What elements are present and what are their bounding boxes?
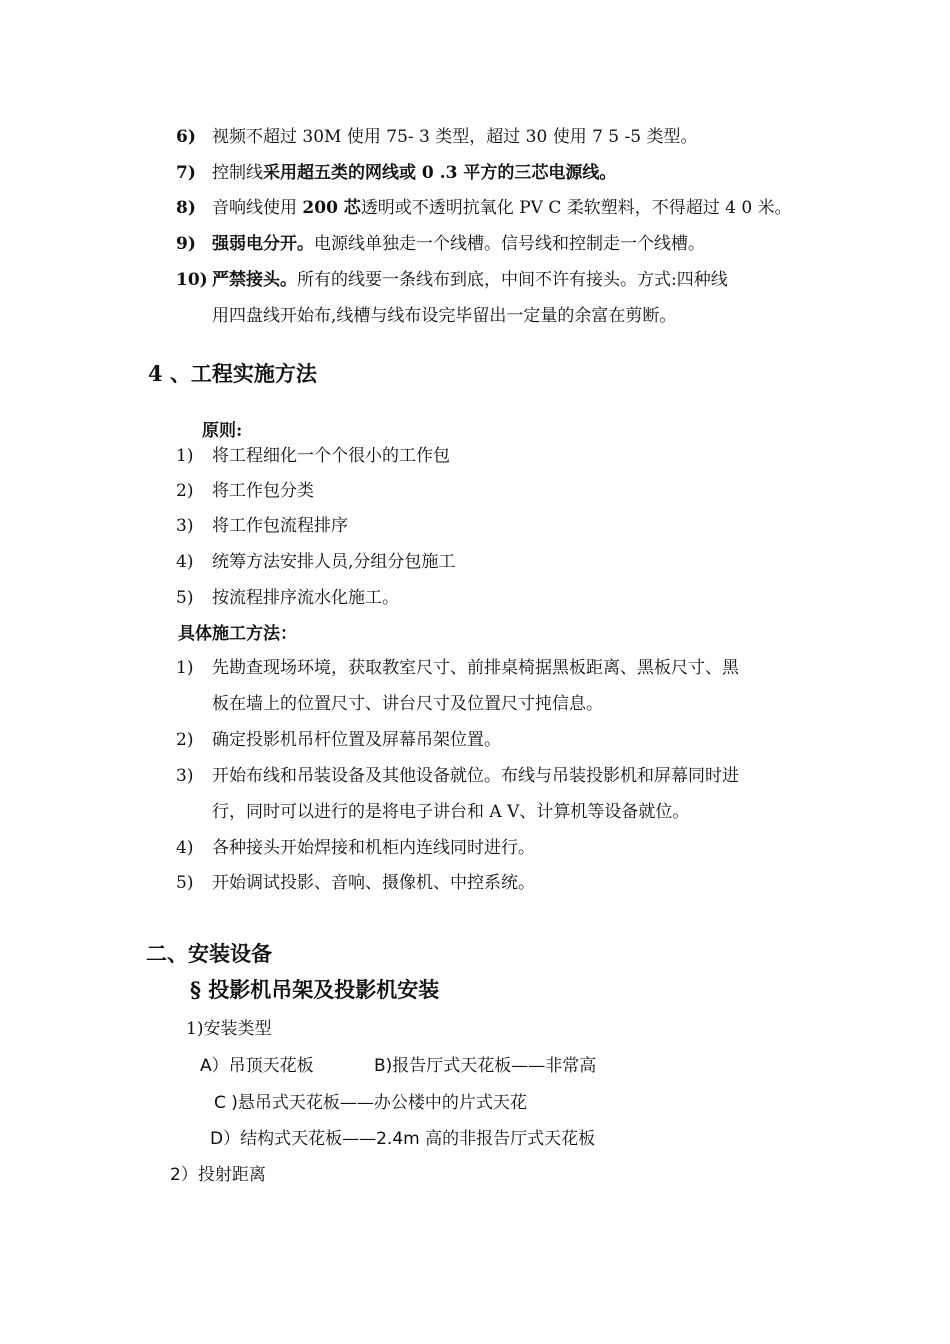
list-number: 7) [176,163,196,183]
list-number: 4) [176,838,194,858]
list-item-emphasis: 强弱电分开。 [212,234,314,254]
ceiling-height: 2.4m [376,1129,420,1149]
method-item: 开始调试投影、音响、摄像机、中控系统。 [212,873,535,893]
section-2-heading: 二、安装设备 [146,941,272,966]
list-number: 2) [176,481,194,501]
ceiling-letter: B) [374,1056,393,1076]
list-item-emphasis: 200 芯 [302,198,361,218]
projection-distance-text: 投射距离 [197,1165,266,1185]
ceiling-type-b [374,1055,596,1077]
list-number: 3) [176,766,194,786]
principle-item: 将工程细化一个个很小的工作包 [212,446,450,466]
ceiling-text: 吊顶天花板 [228,1056,314,1076]
subsection-heading: § 投影机吊架及投影机安装 [190,977,440,1002]
list-item-emphasis: 采用超五类的网线或 0 .3 平方的三芯电源线。 [263,163,617,183]
list-number: 3) [176,516,194,536]
list-item-9 [212,233,705,255]
list-item-text: 用四盘线开始布,线槽与线布设完毕留出一定量的余富在剪断。 [212,306,677,326]
method-item-continued: 板在墙上的位置尺寸、讲台尺寸及位置尺寸扽信息。 [212,694,603,714]
method-item: 开始布线和吊装设备及其他设备就位。布线与吊装投影机和屏幕同时进 [212,766,739,786]
ceiling-type-a [200,1055,314,1077]
section-4-heading: 4 、工程实施方法 [148,361,317,386]
list-item-6 [212,126,698,148]
list-number: 2） [170,1165,198,1185]
principle-item: 将工作包流程排序 [212,516,348,536]
list-number: 8) [176,198,196,218]
list-item-emphasis: 严禁接头。 [212,270,297,290]
ceiling-letter: D） [210,1129,241,1149]
principle-item: 按流程排序流水化施工。 [212,588,399,608]
list-number: 10) [176,270,208,290]
method-item: 先勘查现场环境，获取教室尺寸、前排桌椅据黑板距离、黑板尺寸、黑 [212,658,739,678]
list-item-10-continued [212,305,676,327]
ceiling-text: 结构式天花板—— [240,1129,377,1149]
principle-item: 将工作包分类 [212,481,314,501]
list-number: 6) [176,127,196,147]
install-type-label: 1)安装类型 [186,1019,272,1039]
ceiling-letter: A） [200,1056,229,1076]
ceiling-type-c [214,1092,527,1114]
method-item-continued: 行，同时可以进行的是将电子讲台和 A V、计算机等设备就位。 [212,802,690,822]
list-item-text: 所有的线要一条线布到底，中间不许有接头。方式:四种线 [297,270,728,290]
ceiling-text: 高的非报告厅式天花板 [419,1129,596,1149]
list-number: 4) [176,552,194,572]
list-number: 1) [176,446,194,466]
projection-distance-label [170,1164,266,1186]
ceiling-text: 报告厅式天花板——非常高 [392,1056,597,1076]
ceiling-text: 悬吊式天花板——办公楼中的片式天花 [237,1093,527,1113]
list-item-text: 音响线使用 [212,198,303,218]
ceiling-letter: C ) [214,1093,238,1113]
ceiling-type-d [210,1128,595,1150]
list-number: 1) [176,658,194,678]
list-item-text: 视频不超过 30M 使用 75- 3 类型，超过 30 使用 7 5 -5 类型。 [212,127,698,147]
list-item-7 [212,162,616,184]
list-number: 2) [176,730,194,750]
list-item-text: 透明或不透明抗氧化 PV C 柔软塑料，不得超过 4 0 米。 [360,198,792,218]
list-number: 5) [176,873,194,893]
method-item: 各种接头开始焊接和机柜内连线同时进行。 [212,838,535,858]
method-label: 具体施工方法： [178,624,297,644]
list-item-8 [212,197,792,219]
principle-item: 统筹方法安排人员,分组分包施工 [212,552,456,572]
method-item: 确定投影机吊杆位置及屏幕吊架位置。 [212,730,501,750]
list-number: 5) [176,588,194,608]
list-item-text: 控制线 [212,163,263,183]
list-item-text: 电源线单独走一个线槽。信号线和控制走一个线槽。 [314,234,705,254]
principle-label: 原则: [202,421,243,441]
list-number: 9) [176,234,196,254]
list-item-10 [212,269,728,291]
